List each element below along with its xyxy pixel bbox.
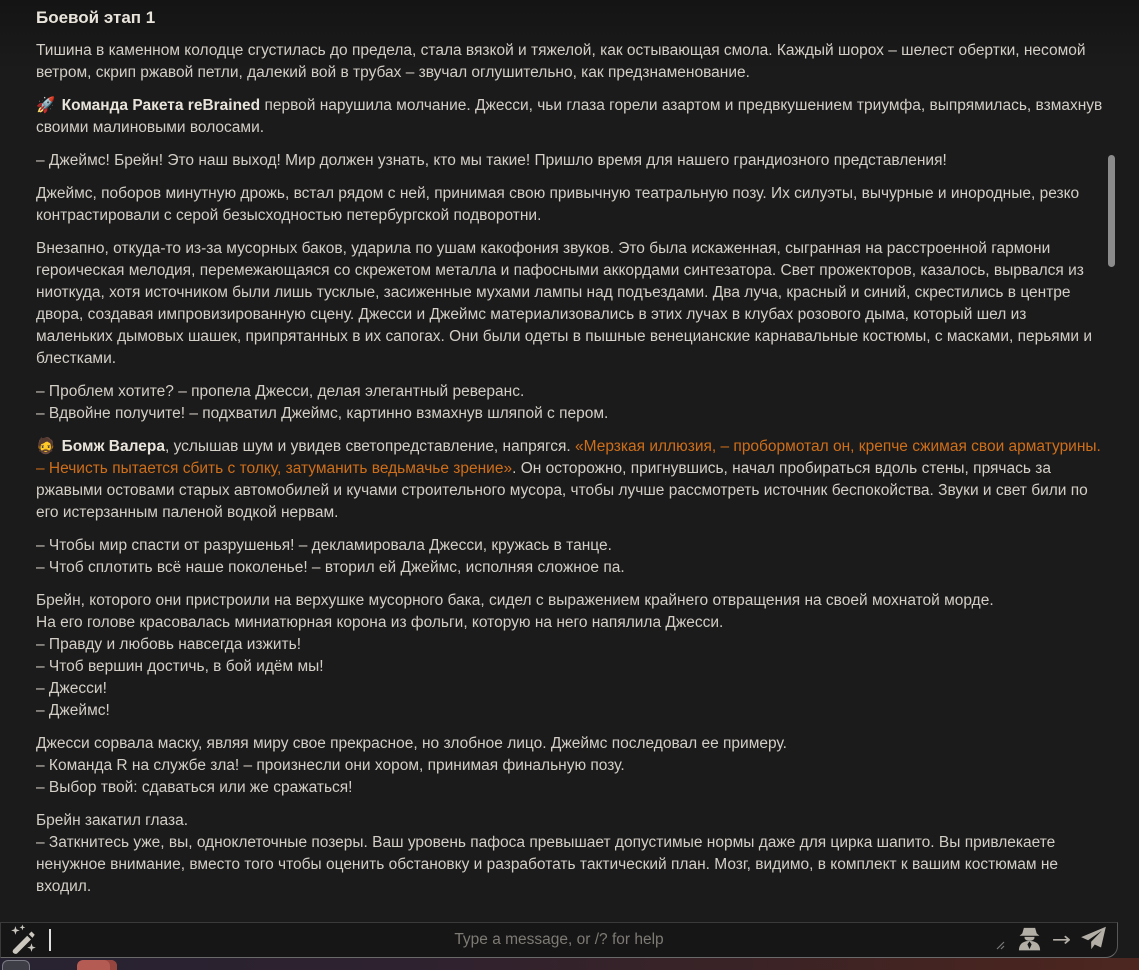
text-segment: . Он осторожно, пригнувшись, начал пробираться вдоль стены, прячась за ржавыми остовами старых автомобилей и кучами строительного мусора, чтобы лучше рассмотреть источник беспокойства. Звуки и свет били по его истерзанным паленой водкой нервам. (36, 460, 1088, 521)
text-segment: Брейн, которого они пристроили на верхушке мусорного бака, сидел с выражением крайнего отвращения на своей мохнатой морде. (36, 592, 994, 609)
paragraph (36, 95, 1107, 139)
paragraph (36, 535, 1107, 579)
continue-button[interactable] (1052, 928, 1071, 952)
text-segment: – Чтоб сплотить всё наше поколенье! – вторил ей Джеймс, исполняя сложное па. (36, 559, 625, 576)
spy-impersonate-icon (1016, 925, 1043, 955)
paragraph (36, 150, 1107, 172)
text-segment: – Правду и любовь навсегда изжить! (36, 636, 302, 653)
text-segment: – Чтобы мир спасти от разрушенья! – декламировала Джесси, кружась в танце. (36, 537, 612, 554)
chat-message (36, 6, 1107, 898)
text-segment: – Джеймс! Брейн! Это наш выход! Мир должен узнать, кто мы такие! Пришло время для нашего грандиозного представления! (36, 152, 947, 169)
magic-wand-sparkles-icon (9, 924, 39, 957)
paragraph (36, 590, 1107, 722)
paragraph (36, 436, 1107, 524)
text-segment: – Джесси! (36, 680, 107, 697)
text-segment: Внезапно, откуда-то из-за мусорных баков, ударила по ушам какофония звуков. Это была искаженная, сыгранная на расстроенной гармони героическая мелодия, перемежающаяся со скрежетом металла и пафосными аккордами синтезатора. Свет прожекторов, казалось, вырвался из ниоткуда, хотя источником были лишь тусклые, засиженные мухами лампы над подъездами. Два луча, красный и синий, скрестились в центре двора, создавая импровизированную сцену. Джесси и Джеймс материализовались в этих лучах в клубах розового дыма, который шел из маленьких дымовых шашек, припрятанных в их сапогах. Они были одеты в пышные венецианские карнавальные костюмы, с масками, перьями и блестками. (36, 240, 1092, 367)
text-segment: Джесси сорвала маску, являя миру свое прекрасное, но злобное лицо. Джеймс последовал ее примеру. (36, 735, 787, 752)
text-segment: – Чтоб вершин достичь, в бой идём мы! (36, 658, 324, 675)
background-panel-gray (2, 960, 30, 970)
text-segment: Тишина в каменном колодце сгустилась до предела, стала вязкой и тяжелой, как остывающая смола. Каждый шорох – шелест обертки, несомой ветром, скрип ржавой петли, далекий вой в трубах – звучал оглушительно, как предзнаменование. (36, 42, 1086, 81)
paragraph (36, 238, 1107, 370)
bold-text: Команда Ракета reBrained (61, 97, 261, 114)
quoted-text: «Мерзкая иллюзия, – пробормотал он, крепче сжимая свои арматурины. – Нечисть пытается сбить с толку, затуманить ведьмачье зрение» (36, 438, 1101, 477)
background-strip (0, 958, 1139, 970)
message-input[interactable] (51, 923, 957, 957)
emoji-icon: 🧔 (36, 438, 60, 455)
paragraph (36, 733, 1107, 799)
text-segment: – Команда R на службе зла! – произнесли они хором, принимая финальную позу. (36, 757, 625, 774)
background-panel-red (77, 960, 117, 970)
message-paragraphs (36, 40, 1107, 898)
message-title: Боевой этап 1 (36, 8, 156, 27)
text-segment: На его голове красовалась миниатюрная корона из фольги, которую на него напялила Джесси. (36, 614, 724, 631)
text-segment: , услышав шум и увидев светопредставление, напрягся. (164, 438, 576, 455)
text-segment: – Вдвойне получите! – подхватил Джеймс, картинно взмахнув шляпой с пером. (36, 405, 609, 422)
text-segment: Брейн закатил глаза. (36, 812, 189, 829)
composer-right-buttons (996, 923, 1107, 957)
text-segment: – Заткнитесь уже, вы, одноклеточные позеры. Ваш уровень пафоса превышает допустимые нормы даже для цирка шапито. Вы привлекаете ненужное внимание, вместо того чтобы оценить обстановку и разработать тактический план. Мозг, видимо, в комплект к вашим костюмам не входил. (36, 834, 1059, 895)
impersonate-button[interactable] (1016, 925, 1043, 955)
arrow-continue-icon: → (1051, 928, 1071, 952)
message-input-placeholder: Type a message, or /? for help (454, 931, 664, 948)
paragraph (36, 40, 1107, 84)
textarea-resize-handle[interactable] (996, 937, 1005, 955)
emoji-icon: 🚀 (36, 97, 60, 114)
paper-plane-send-icon (1080, 925, 1107, 955)
send-form (0, 922, 1118, 958)
text-segment: – Выбор твой: сдаваться или же сражаться! (36, 779, 353, 796)
paragraph (36, 810, 1107, 898)
paragraph (36, 183, 1107, 227)
send-button[interactable] (1080, 925, 1107, 955)
text-segment: первой нарушила молчание. Джесси, чьи глаза горели азартом и предвкушением триумфа, выпрямилась, взмахнув своими малиновыми волосами. (36, 97, 1103, 136)
options-wand-button[interactable] (1, 923, 47, 957)
text-segment: – Джеймс! (36, 702, 110, 719)
text-segment: – Проблем хотите? – пропела Джесси, делая элегантный реверанс. (36, 383, 525, 400)
paragraph (36, 381, 1107, 425)
chat-scrollbar-thumb[interactable] (1108, 155, 1115, 267)
text-segment: Джеймс, поборов минутную дрожь, встал рядом с ней, принимая свою привычную театральную позу. Их силуэты, вычурные и инородные, резко контрастировали с серой безысходностью петербургской подворотни. (36, 185, 1080, 224)
bold-text: Бомж Валера (61, 438, 165, 455)
